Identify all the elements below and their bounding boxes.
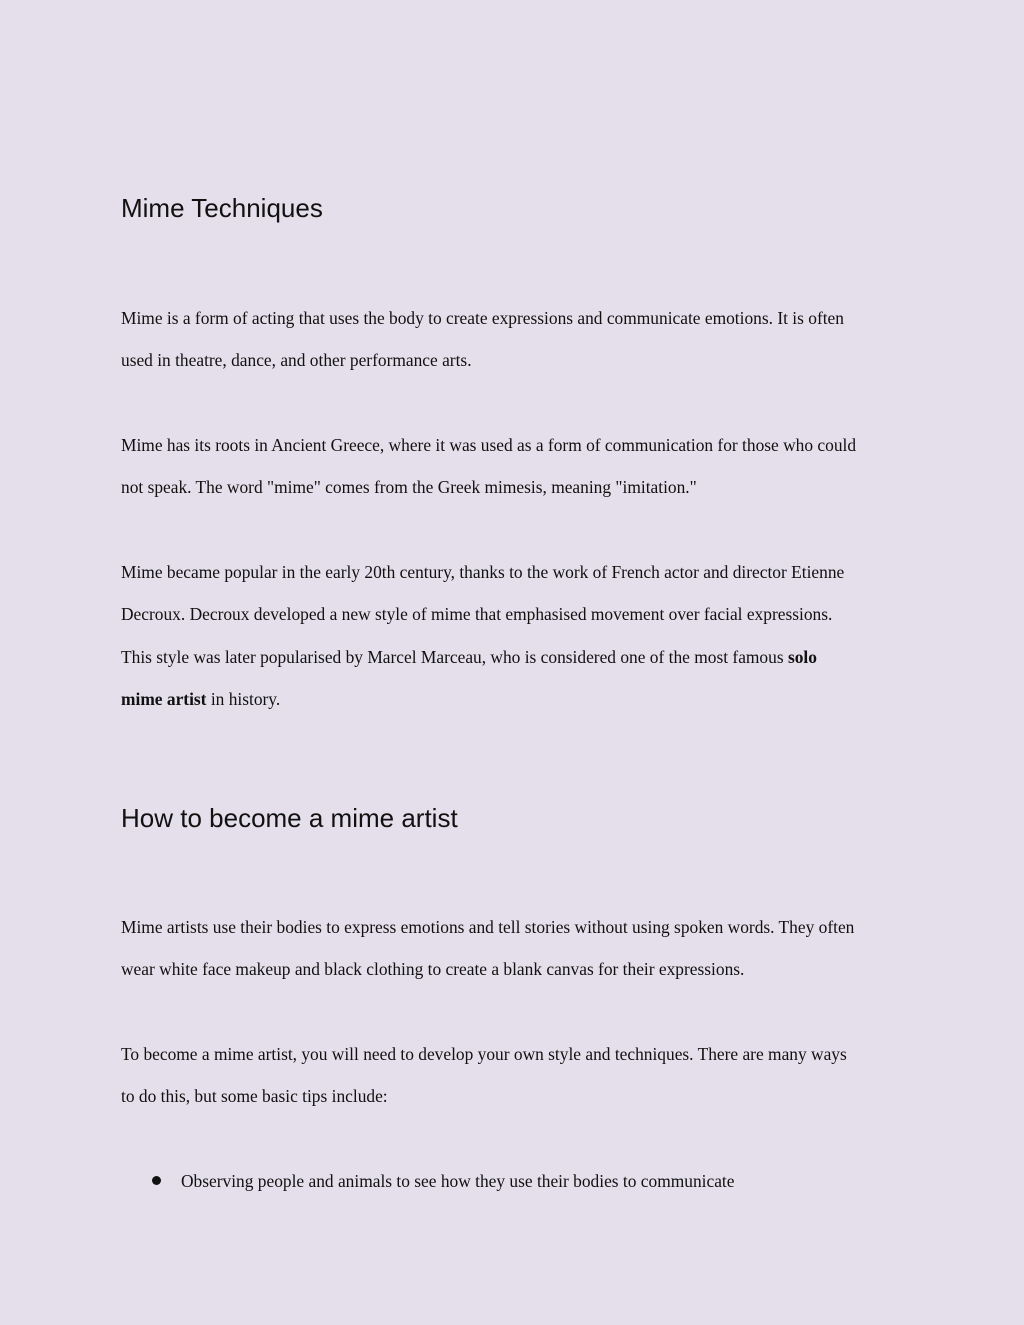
bold-term: mime artist [121, 689, 207, 710]
paragraph-line: used in theatre, dance, and other performance arts. [121, 350, 472, 371]
paragraph-line [121, 678, 911, 720]
paragraph-line: Mime became popular in the early 20th century, thanks to the work of French actor and director Etienne [121, 562, 845, 582]
paragraph-line: Mime artists use their bodies to express emotions and tell stories without using spoken words. They often [121, 917, 855, 937]
text-segment: in history. [206, 689, 281, 710]
paragraph-line: To become a mime artist, you will need to develop your own style and techniques. There are many ways [121, 1044, 847, 1064]
paragraph-line: not speak. The word "mime" comes from the Greek mimesis, meaning "imitation." [121, 477, 697, 498]
paragraph-line: Mime has its roots in Ancient Greece, where it was used as a form of communication for those who could [121, 435, 857, 455]
list-item-text: Observing people and animals to see how they use their bodies to communicate [181, 1171, 735, 1191]
paragraph-line: Decroux. Decroux developed a new style of mime that emphasised movement over facial expressions. [121, 604, 833, 625]
bullet-icon [152, 1176, 161, 1185]
paragraph-line [121, 636, 911, 678]
paragraph-mime-artists [121, 906, 911, 991]
paragraph-line: wear white face makeup and black clothing to create a blank canvas for their expressions. [121, 959, 745, 980]
paragraph-intro [121, 297, 911, 382]
heading-mime-techniques: Mime Techniques [121, 193, 323, 223]
heading-how-to-become: How to become a mime artist [121, 803, 458, 833]
bold-term: solo [787, 646, 817, 667]
text-segment: This style was later popularised by Marcel Marceau, who is considered one of the most famous [121, 646, 788, 667]
paragraph-line: to do this, but some basic tips include: [121, 1086, 388, 1107]
paragraph-decroux [121, 551, 911, 721]
paragraph-history [121, 424, 911, 509]
paragraph-become [121, 1033, 911, 1118]
paragraph-line: Mime is a form of acting that uses the body to create expressions and communicate emotions. It is often [121, 308, 844, 328]
